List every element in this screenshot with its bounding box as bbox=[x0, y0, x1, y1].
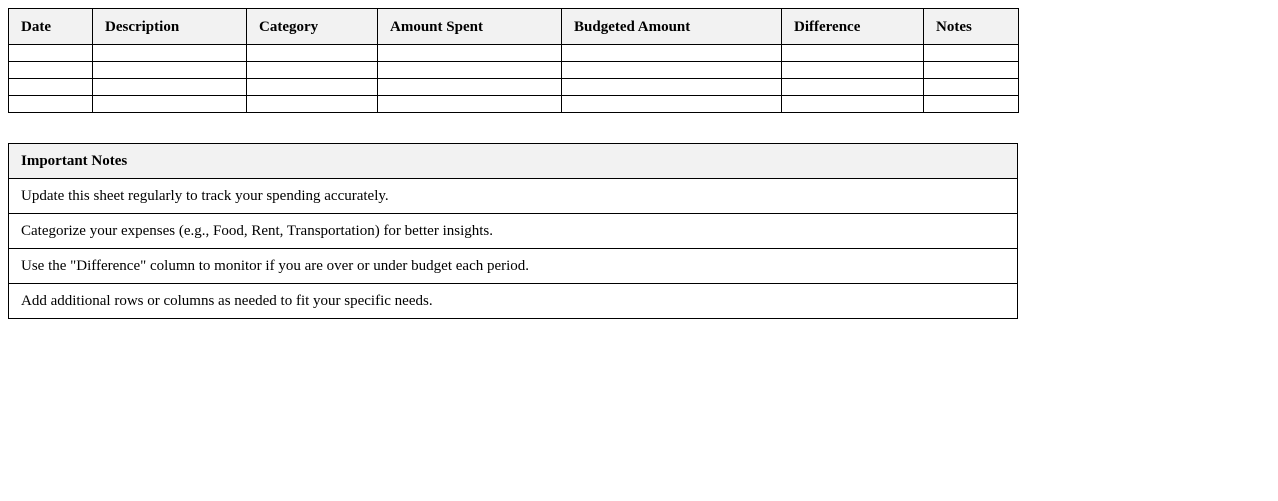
table-cell[interactable] bbox=[378, 62, 562, 79]
note-item: Update this sheet regularly to track your spending accurately. bbox=[9, 179, 1018, 214]
table-cell[interactable] bbox=[924, 96, 1019, 113]
table-cell[interactable] bbox=[93, 45, 247, 62]
table-cell[interactable] bbox=[93, 79, 247, 96]
expense-table-header-row bbox=[9, 9, 1019, 45]
table-cell[interactable] bbox=[9, 79, 93, 96]
note-item: Categorize your expenses (e.g., Food, Rent, Transportation) for better insights. bbox=[9, 214, 1018, 249]
column-header-date: Date bbox=[9, 9, 93, 45]
table-cell[interactable] bbox=[247, 45, 378, 62]
note-row bbox=[9, 284, 1018, 319]
table-cell[interactable] bbox=[924, 45, 1019, 62]
table-cell[interactable] bbox=[247, 96, 378, 113]
column-header-difference: Difference bbox=[782, 9, 924, 45]
page-content bbox=[8, 8, 1019, 319]
note-item: Use the "Difference" column to monitor if you are over or under budget each period. bbox=[9, 249, 1018, 284]
table-row bbox=[9, 79, 1019, 96]
table-row bbox=[9, 45, 1019, 62]
table-cell[interactable] bbox=[9, 45, 93, 62]
column-header-description: Description bbox=[93, 9, 247, 45]
table-cell[interactable] bbox=[378, 79, 562, 96]
table-cell[interactable] bbox=[93, 96, 247, 113]
table-cell[interactable] bbox=[924, 79, 1019, 96]
table-cell[interactable] bbox=[247, 62, 378, 79]
table-cell[interactable] bbox=[782, 79, 924, 96]
table-row bbox=[9, 96, 1019, 113]
notes-header: Important Notes bbox=[9, 144, 1018, 179]
important-notes-table bbox=[8, 143, 1018, 319]
table-cell[interactable] bbox=[782, 62, 924, 79]
table-cell[interactable] bbox=[9, 62, 93, 79]
expense-table bbox=[8, 8, 1019, 113]
table-cell[interactable] bbox=[562, 96, 782, 113]
note-row bbox=[9, 179, 1018, 214]
table-cell[interactable] bbox=[378, 45, 562, 62]
table-cell[interactable] bbox=[562, 62, 782, 79]
column-header-category: Category bbox=[247, 9, 378, 45]
column-header-amount-spent: Amount Spent bbox=[378, 9, 562, 45]
table-cell[interactable] bbox=[782, 96, 924, 113]
table-cell[interactable] bbox=[93, 62, 247, 79]
table-cell[interactable] bbox=[247, 79, 378, 96]
column-header-notes: Notes bbox=[924, 9, 1019, 45]
column-header-budgeted-amount: Budgeted Amount bbox=[562, 9, 782, 45]
table-cell[interactable] bbox=[562, 79, 782, 96]
table-cell[interactable] bbox=[924, 62, 1019, 79]
table-cell[interactable] bbox=[782, 45, 924, 62]
note-item: Add additional rows or columns as needed to fit your specific needs. bbox=[9, 284, 1018, 319]
table-cell[interactable] bbox=[9, 96, 93, 113]
note-row bbox=[9, 214, 1018, 249]
note-row bbox=[9, 249, 1018, 284]
notes-header-row bbox=[9, 144, 1018, 179]
table-row bbox=[9, 62, 1019, 79]
table-cell[interactable] bbox=[378, 96, 562, 113]
table-cell[interactable] bbox=[562, 45, 782, 62]
